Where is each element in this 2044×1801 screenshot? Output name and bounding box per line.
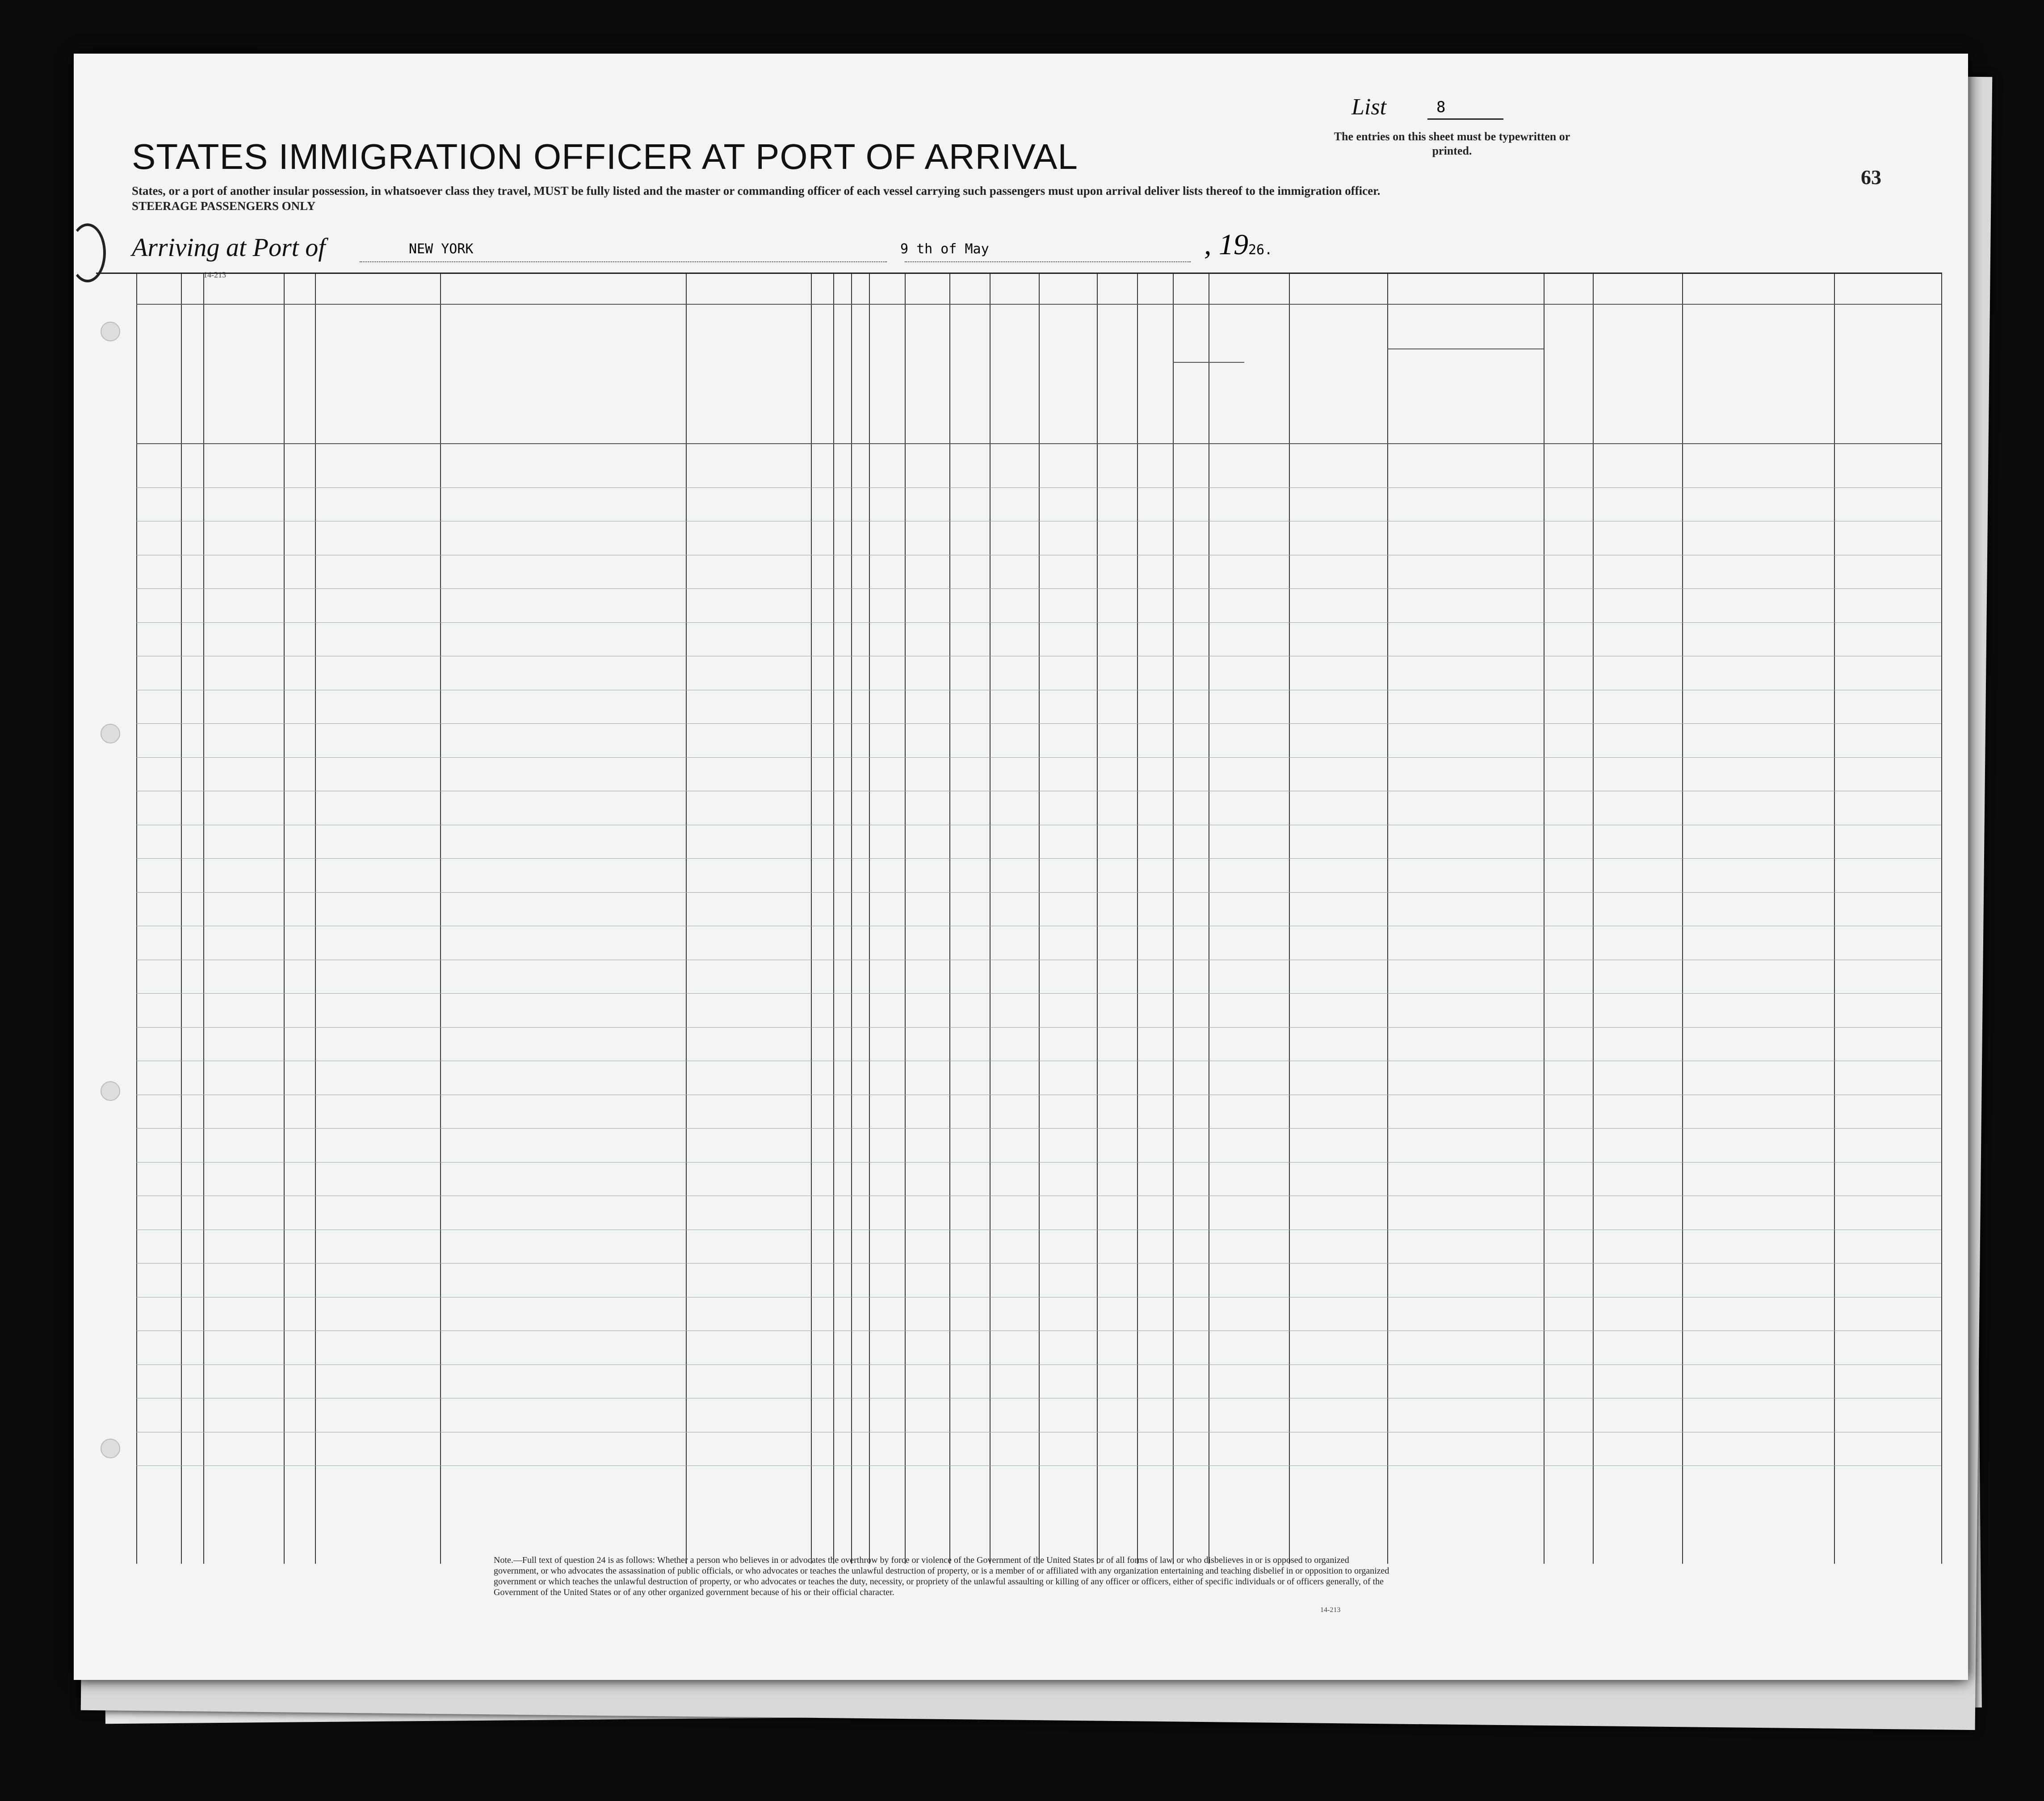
port-underline: [360, 261, 887, 262]
list-label: List: [1351, 94, 1387, 120]
row-rule: [136, 1162, 1941, 1163]
punch-hole-icon: [101, 1439, 120, 1458]
table-frame: [96, 273, 1941, 1561]
row-rule: [136, 757, 1941, 758]
birth-divider: [1387, 348, 1544, 349]
port-value: NEW YORK: [409, 241, 474, 257]
year-suffix: 26.: [1248, 242, 1273, 258]
year-prefix: , 19: [1204, 228, 1248, 261]
column-divider: [1941, 273, 1942, 1564]
header-top-line: [136, 304, 1941, 305]
list-underline: [1427, 118, 1503, 120]
row-rule: [136, 858, 1941, 859]
punch-hole-icon: [101, 724, 120, 743]
arrival-date: 9 th of May: [900, 241, 989, 257]
instructions-line: States, or a port of another insular possession, in whatsoever class they travel, MUST be fully listed and the master or commanding officer of each vessel carrying such passengers must upon arrival deliver lists thereof to the immigration officer.: [132, 184, 1381, 197]
row-rule: [136, 1263, 1941, 1264]
row-rule: [136, 993, 1941, 994]
instructions-text: [132, 183, 1696, 214]
steerage-label: STEERAGE PASSENGERS ONLY: [132, 199, 316, 213]
footnote: Note.—Full text of question 24 is as follows: Whether a person who believes in or advocates the overthrow by force or violence of the Government of the United States or of all forms of law, or who disbelieves in or is opposed to organized government, or who advocates the assassination of public officials, or who advocates or teaches the unlawful destruction of property, or is a member of or affiliated with any organization entertaining and teaching disbelief in or opposition to organized government or which teaches the unlawful destruction of property, or who advocates or teaches the duty, necessity, or propriety of the unlawful assaulting or killing of any officer or officers, either of specific individuals or of officers generally, of the Government of the United States or of any other organized government because of his or their official character.: [494, 1555, 1389, 1597]
row-rule: [136, 892, 1941, 893]
page-title: STATES IMMIGRATION OFFICER AT PORT OF ARRIVAL: [132, 137, 1078, 176]
arrival-year: [1204, 228, 1272, 262]
punch-hole-icon: [101, 1081, 120, 1101]
row-rule: [136, 1465, 1941, 1466]
header-bottom-line: [136, 443, 1941, 444]
row-rule: [136, 588, 1941, 589]
list-number: 8: [1436, 98, 1446, 116]
typed-note: The entries on this sheet must be typewritten or printed.: [1334, 130, 1570, 157]
row-rule: [136, 1364, 1941, 1365]
form-number: 14-213: [203, 270, 226, 279]
punch-hole-icon: [101, 322, 120, 341]
manifest-sheet: [74, 54, 1968, 1680]
row-rule: [136, 1027, 1941, 1028]
row-rule: [136, 1128, 1941, 1129]
row-rule: [136, 487, 1941, 488]
color-divider: [1173, 362, 1244, 363]
arriving-label: Arriving at Port of: [132, 233, 326, 262]
footer-form-number: 14-213: [1320, 1606, 1341, 1614]
page-number: 63: [1861, 166, 1881, 189]
date-underline: [905, 261, 1191, 262]
row-rule: [136, 622, 1941, 623]
row-rule: [136, 723, 1941, 724]
